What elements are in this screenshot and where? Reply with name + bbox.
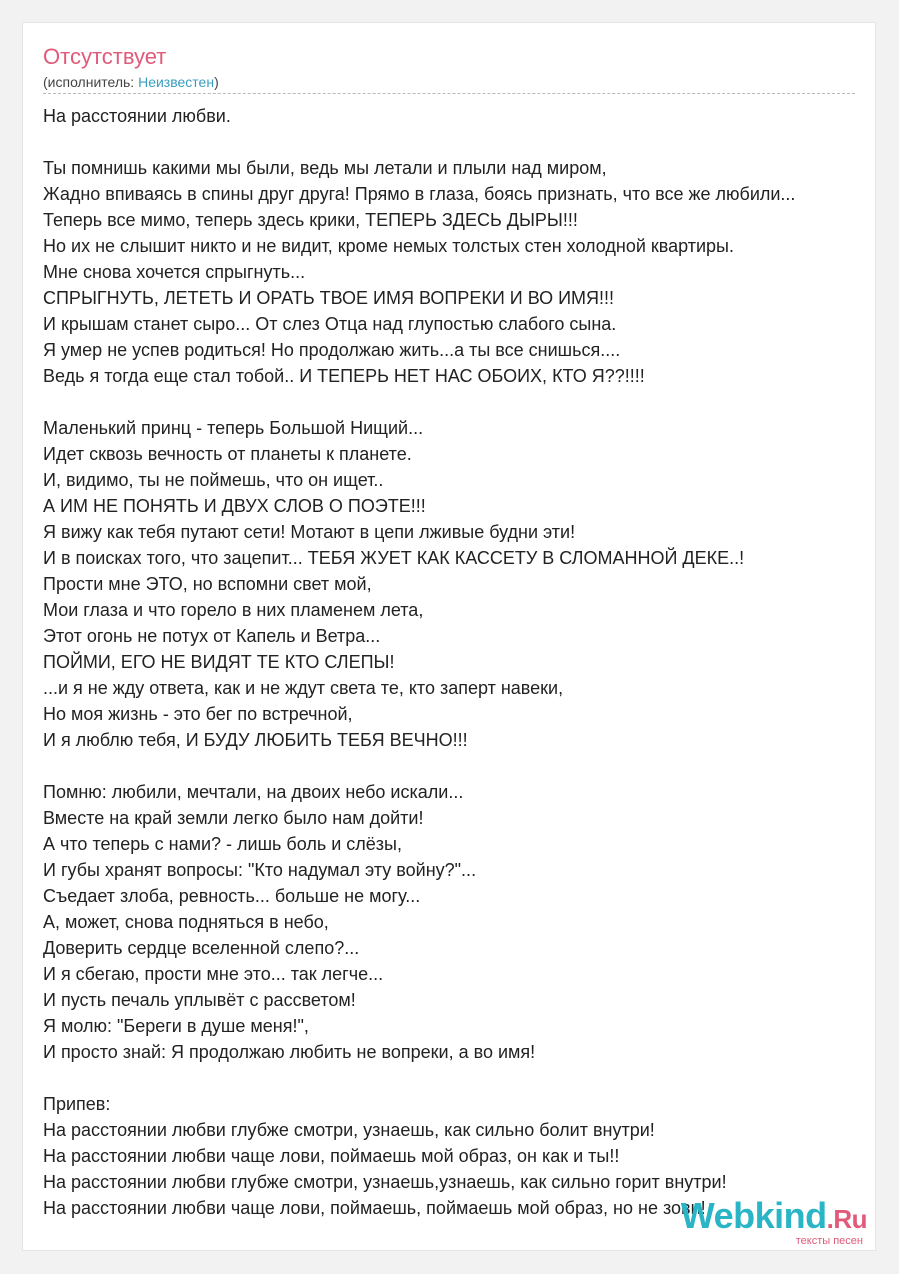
lyric-line: Но моя жизнь - это бег по встречной, <box>43 704 353 724</box>
header-divider <box>43 93 855 94</box>
logo-wordmark <box>680 1195 867 1236</box>
lyric-line: Ты помнишь какими мы были, ведь мы летали и плыли над миром, <box>43 158 607 178</box>
lyric-line: И просто знай: Я продолжаю любить не вопреки, а во имя! <box>43 1042 536 1062</box>
lyric-line: Я молю: "Береги в душе меня!", <box>43 1016 309 1036</box>
lyric-line: Маленький принц - теперь Большой Нищий... <box>43 418 424 438</box>
lyric-line: Идет сквозь вечность от планеты к планете. <box>43 444 412 464</box>
lyric-line: И я люблю тебя, И БУДУ ЛЮБИТЬ ТЕБЯ ВЕЧНО!!! <box>43 730 468 750</box>
lyric-line: ...и я не жду ответа, как и не ждут света те, кто заперт навеки, <box>43 678 564 698</box>
lyric-line: А ИМ НЕ ПОНЯТЬ И ДВУХ СЛОВ О ПОЭТЕ!!! <box>43 496 426 516</box>
lyric-line: На расстоянии любви чаще лови, поймаешь, поймаешь мой образ, но не зови! <box>43 1198 706 1218</box>
stanza-break <box>43 129 875 155</box>
lyric-line: Жадно впиваясь в спины друг друга! Прямо в глаза, боясь признать, что все же любили... <box>43 184 796 204</box>
lyric-line: На расстоянии любви чаще лови, поймаешь мой образ, он как и ты!! <box>43 1146 620 1166</box>
artist-line <box>43 74 219 90</box>
lyric-line: Вместе на край земли легко было нам дойти! <box>43 808 424 828</box>
lyric-line: Мне снова хочется спрыгнуть... <box>43 262 306 282</box>
lyric-line: Съедает злоба, ревность... больше не могу... <box>43 886 421 906</box>
lyrics-page <box>22 22 876 1251</box>
logo-tagline: тексты песен <box>795 1235 863 1247</box>
artist-suffix: ) <box>214 74 219 90</box>
lyric-line: И, видимо, ты не поймешь, что он ищет.. <box>43 470 384 490</box>
song-title: Отсутствует <box>43 44 167 69</box>
lyric-line: Мои глаза и что горело в них пламенем лета, <box>43 600 424 620</box>
stanza-break <box>43 1065 875 1091</box>
lyric-line: На расстоянии любви. <box>43 106 231 126</box>
artist-link[interactable]: Неизвестен <box>138 74 215 90</box>
lyric-line: На расстоянии любви глубже смотри, узнаешь, как сильно болит внутри! <box>43 1120 655 1140</box>
lyric-line: СПРЫГНУТЬ, ЛЕТЕТЬ И ОРАТЬ ТВОЕ ИМЯ ВОПРЕКИ И ВО ИМЯ!!! <box>43 288 615 308</box>
lyric-line: И я сбегаю, прости мне это... так легче... <box>43 964 384 984</box>
site-logo[interactable] <box>680 1195 867 1247</box>
lyric-line: И крышам станет сыро... От слез Отца над глупостью слабого сына. <box>43 314 617 334</box>
lyric-line: Доверить сердце вселенной слепо?... <box>43 938 360 958</box>
lyric-line: На расстоянии любви глубже смотри, узнаешь,узнаешь, как сильно горит внутри! <box>43 1172 727 1192</box>
logo-tld: .Ru <box>826 1204 867 1234</box>
lyric-line: А что теперь с нами? - лишь боль и слёзы, <box>43 834 402 854</box>
lyric-line: А, может, снова подняться в небо, <box>43 912 329 932</box>
lyric-line: Помню: любили, мечтали, на двоих небо искали... <box>43 782 464 802</box>
stanza-break <box>43 389 875 415</box>
lyric-line: ПОЙМИ, ЕГО НЕ ВИДЯТ ТЕ КТО СЛЕПЫ! <box>43 652 395 672</box>
lyric-line: Этот огонь не потух от Капель и Ветра... <box>43 626 381 646</box>
lyric-line: И пусть печаль уплывёт с рассветом! <box>43 990 356 1010</box>
lyric-line: Ведь я тогда еще стал тобой.. И ТЕПЕРЬ НЕТ НАС ОБОИХ, КТО Я??!!!! <box>43 366 645 386</box>
stanza-break <box>43 753 875 779</box>
lyric-line: Я вижу как тебя путают сети! Мотают в цепи лживые будни эти! <box>43 522 576 542</box>
lyric-line: И губы хранят вопросы: "Кто надумал эту войну?"... <box>43 860 477 880</box>
lyric-line: Прости мне ЭТО, но вспомни свет мой, <box>43 574 372 594</box>
lyric-line: Теперь все мимо, теперь здесь крики, ТЕПЕРЬ ЗДЕСЬ ДЫРЫ!!! <box>43 210 578 230</box>
logo-brand: Webkind <box>680 1195 827 1236</box>
lyric-line: И в поисках того, что зацепит... ТЕБЯ ЖУЕТ КАК КАССЕТУ В СЛОМАННОЙ ДЕКЕ..! <box>43 548 745 568</box>
lyric-line: Припев: <box>43 1094 111 1114</box>
lyric-line: Я умер не успев родиться! Но продолжаю жить...а ты все снишься.... <box>43 340 621 360</box>
lyric-line: Но их не слышит никто и не видит, кроме немых толстых стен холодной квартиры. <box>43 236 734 256</box>
artist-prefix: (исполнитель: <box>43 74 139 90</box>
lyrics-text <box>43 103 875 1221</box>
